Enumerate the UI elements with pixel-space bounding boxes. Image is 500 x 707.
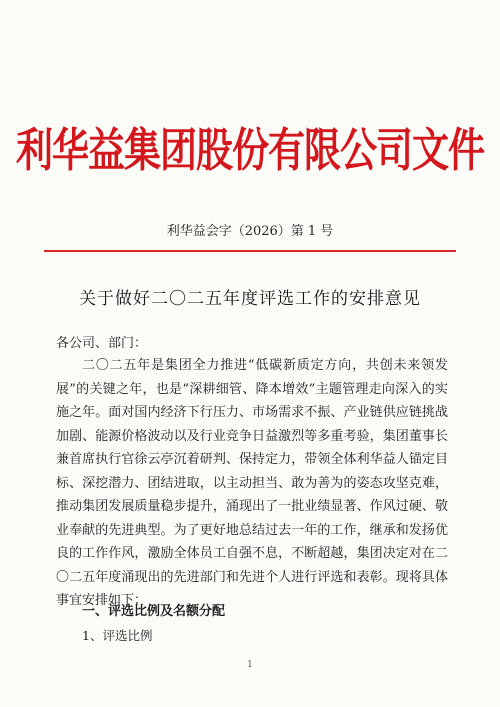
section-heading-1: 一、评选比例及名额分配 [82,604,226,619]
salutation: 各公司、部门： [56,336,148,351]
document-number: 利华益会字（2026）第 1 号 [166,224,334,239]
subsection-heading-1: 1、评选比例 [82,628,153,643]
red-divider-line [44,250,456,252]
body-paragraph: 二〇二五年是集团全力推进“低碳新质定方向，共创未来领发展”的关键之年，也是“深耕细管、降本增效”主题管理走向深入的实施之年。面对国内经济下行压力、市场需求不振、产业链供应链挑战加剧、能源价格波动以及行业竞争日益激烈等多重考验，集团董事长兼首席执行官徐云亭沉着研判、保持定力，带领全体利华益人锚定目标、深挖潜力、团结进取，以主动担当、敢为善为的姿态攻坚克难，推动集团发展质量稳步提升，涌现出了一批业绩显著、作风过硬、敬业奉献的先进典型。为了更好地总结过去一年的工作，继承和发扬优良的工作作风，激励全体员工自强不息，不断超越，集团决定对在二〇二五年度涌现出的先进部门和先进个人进行评选和表彰。现将具体事宜安排如下： [56,358,448,608]
document-heading: 关于做好二〇二五年度评选工作的安排意见 [79,289,421,309]
organization-title: 利华益集团股份有限公司文件 [16,123,484,177]
page-number: 1 [247,660,253,670]
